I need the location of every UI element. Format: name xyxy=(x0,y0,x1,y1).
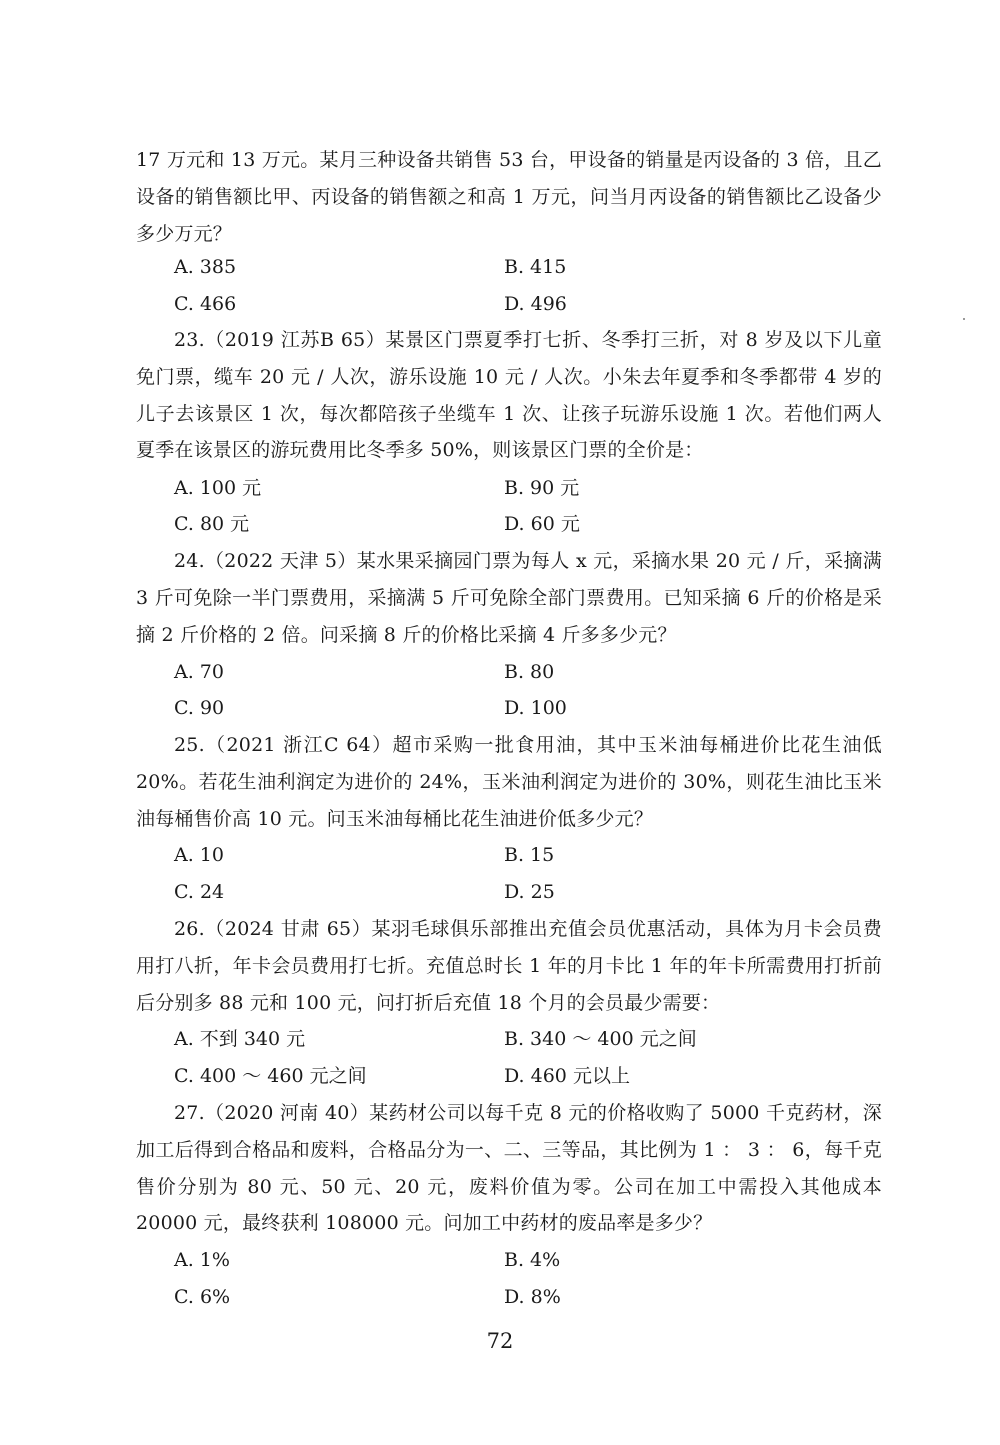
scan-speck xyxy=(963,318,965,320)
question-22-option-b: B. 415 xyxy=(504,256,567,278)
question-27-options-row-2 xyxy=(174,1282,874,1312)
question-25-options-row-1 xyxy=(174,840,874,870)
question-25-option-b: B. 15 xyxy=(504,844,555,866)
question-23-option-a: A. 100 元 xyxy=(174,477,262,499)
question-26-stem: 26.（2024 甘肃 65）某羽毛球俱乐部推出充值会员优惠活动，具体为月卡会员费用打八折，年卡会员费用打七折。充值总时长 1 年的月卡比 1 年的年卡所需费用打折前后分别多 88 元和 100 元，问打折后充值 18 个月的会员最少需要： xyxy=(136,918,882,1014)
question-23-option-d: D. 60 元 xyxy=(504,513,580,535)
question-27-option-b: B. 4% xyxy=(504,1249,561,1271)
question-22-option-a: A. 385 xyxy=(174,256,237,278)
question-27-option-c: C. 6% xyxy=(174,1286,231,1308)
question-24-options-row-1 xyxy=(174,657,874,687)
question-25-option-c: C. 24 xyxy=(174,881,225,903)
question-24-option-b: B. 80 xyxy=(504,661,555,683)
question-26-options-row-1 xyxy=(174,1024,874,1054)
question-27-option-d: D. 8% xyxy=(504,1286,561,1308)
question-26-option-b: B. 340 ～ 400 元之间 xyxy=(504,1028,697,1050)
question-24-stem: 24.（2022 天津 5）某水果采摘园门票为每人 x 元，采摘水果 20 元 / 斤，采摘满 3 斤可免除一半门票费用，采摘满 5 斤可免除全部门票费用。已知采摘 6 斤的价格是采摘 2 斤价格的 2 倍。问采摘 8 斤的价格比采摘 4 斤多多少元？ xyxy=(136,550,882,646)
question-25-option-a: A. 10 xyxy=(174,844,224,866)
question-24-option-d: D. 100 xyxy=(504,697,567,719)
question-23-options-row-2 xyxy=(174,509,874,539)
question-24-option-a: A. 70 xyxy=(174,661,224,683)
question-23-option-b: B. 90 元 xyxy=(504,477,580,499)
question-26-option-a: A. 不到 340 元 xyxy=(174,1028,306,1050)
question-24-options-row-2 xyxy=(174,693,874,723)
question-25-stem: 25.（2021 浙江C 64）超市采购一批食用油，其中玉米油每桶进价比花生油低 20%。若花生油利润定为进价的 24%，玉米油利润定为进价的 30%，则花生油比玉米油每桶售价高 10 元。问玉米油每桶比花生油进价低多少元？ xyxy=(136,734,882,830)
question-22-options-row-2 xyxy=(174,289,874,319)
question-26-options-row-2 xyxy=(174,1061,874,1091)
question-24-option-c: C. 90 xyxy=(174,697,225,719)
question-26-option-d: D. 460 元以上 xyxy=(504,1065,630,1087)
page-number: 72 xyxy=(486,1329,514,1353)
question-27-options-row-1 xyxy=(174,1245,874,1275)
question-27-stem: 27.（2020 河南 40）某药材公司以每千克 8 元的价格收购了 5000 千克药材，深加工后得到合格品和废料，合格品分为一、二、三等品，其比例为 1 ： 3 ： 6，每千克售价分别为 80 元、50 元、20 元，废料价值为零。公司在加工中需投入其他成本 20000 元，最终获利 108000 元。问加工中药材的废品率是多少？ xyxy=(136,1102,882,1235)
question-27-option-a: A. 1% xyxy=(174,1249,230,1271)
question-23-options-row-1 xyxy=(174,473,874,503)
question-22-continuation: 17 万元和 13 万元。某月三种设备共销售 53 台，甲设备的销量是丙设备的 3 倍，且乙设备的销售额比甲、丙设备的销售额之和高 1 万元，问当月丙设备的销售额比乙设备少多少万元？ xyxy=(136,149,882,245)
question-25-option-d: D. 25 xyxy=(504,881,555,903)
question-26-option-c: C. 400 ～ 460 元之间 xyxy=(174,1065,367,1087)
question-22-option-d: D. 496 xyxy=(504,293,567,315)
question-23-stem: 23.（2019 江苏B 65）某景区门票夏季打七折、冬季打三折，对 8 岁及以下儿童免门票，缆车 20 元 / 人次，游乐设施 10 元 / 人次。小朱去年夏季和冬季都带 4 岁的儿子去该景区 1 次，每次都陪孩子坐缆车 1 次、让孩子玩游乐设施 1 次。若他们两人夏季在该景区的游玩费用比冬季多 50%，则该景区门票的全价是： xyxy=(136,329,882,462)
question-23-option-c: C. 80 元 xyxy=(174,513,250,535)
question-22-option-c: C. 466 xyxy=(174,293,237,315)
question-22-options-row-1 xyxy=(174,252,874,282)
question-25-options-row-2 xyxy=(174,877,874,907)
